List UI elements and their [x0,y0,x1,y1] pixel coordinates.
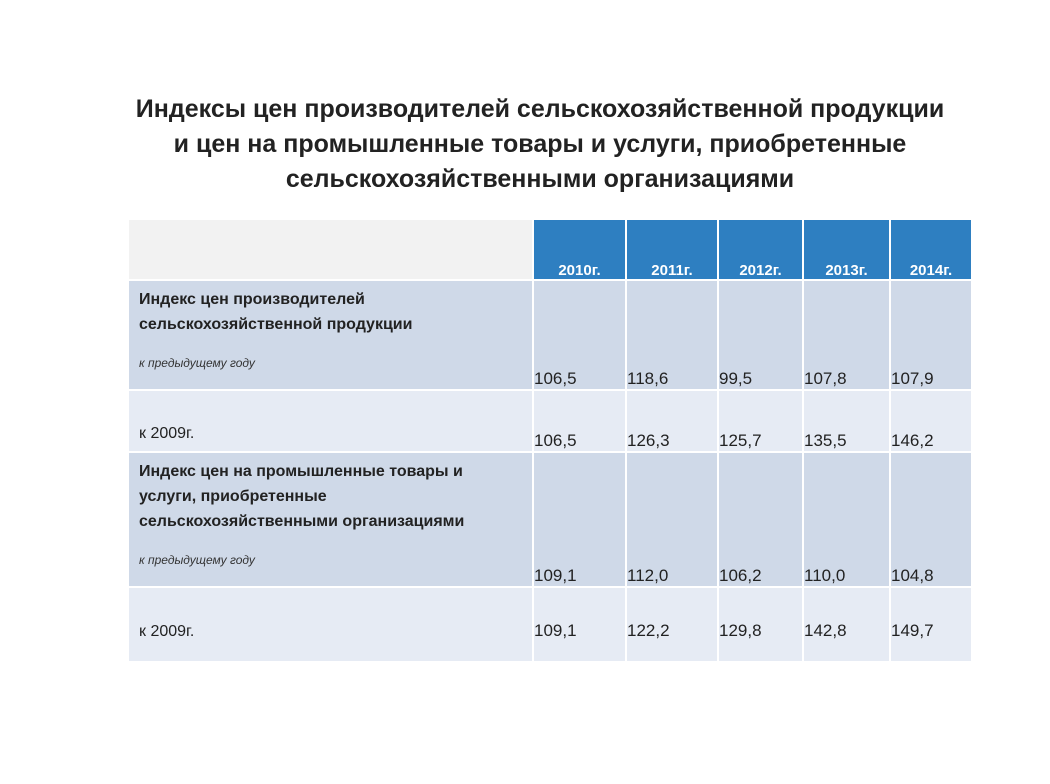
section-title: Индекс цен на промышленные товары и услуги, приобретенные сельскохозяйственными организациями [139,463,465,530]
row-label-cell [128,452,533,587]
price-index-table [127,218,973,663]
table-cell: 104,8 [890,452,972,587]
header-year-2011: 2011г. [626,219,718,280]
table-cell: 106,5 [533,280,626,390]
row-sublabel: к предыдущему году [139,356,255,370]
table-cell: 110,0 [803,452,890,587]
table-cell: 106,5 [533,390,626,452]
header-year-2013: 2013г. [803,219,890,280]
table-row [128,452,972,587]
table-cell: 109,1 [533,587,626,662]
row-sublabel: к предыдущему году [139,553,255,567]
row-label: к 2009г. [139,623,195,640]
table-cell: 129,8 [718,587,803,662]
row-label: к 2009г. [139,425,195,442]
title-line-1: Индексы цен производителей сельскохозяйственной продукции [135,95,945,123]
header-year-2012: 2012г. [718,219,803,280]
table-cell: 122,2 [626,587,718,662]
header-corner-cell [128,219,533,280]
title-line-2: и цен на промышленные товары и услуги, приобретенные [173,130,907,158]
header-year-2010: 2010г. [533,219,626,280]
table-cell: 135,5 [803,390,890,452]
table-cell: 142,8 [803,587,890,662]
section-title: Индекс цен производителей сельскохозяйственной продукции [139,291,413,333]
table-cell: 146,2 [890,390,972,452]
table-row [128,390,972,452]
table-cell: 125,7 [718,390,803,452]
table-cell: 126,3 [626,390,718,452]
row-label-cell [128,587,533,662]
page-title [100,92,980,197]
table-cell: 149,7 [890,587,972,662]
table-cell: 118,6 [626,280,718,390]
header-row [128,219,972,280]
table-cell: 112,0 [626,452,718,587]
table-cell: 106,2 [718,452,803,587]
table-cell: 107,9 [890,280,972,390]
title-line-3: сельскохозяйственными организациями [285,165,795,193]
table-row [128,280,972,390]
table-row [128,587,972,662]
table-cell: 109,1 [533,452,626,587]
table-cell: 99,5 [718,280,803,390]
row-label-cell [128,280,533,390]
table-cell: 107,8 [803,280,890,390]
header-year-2014: 2014г. [890,219,972,280]
row-label-cell [128,390,533,452]
